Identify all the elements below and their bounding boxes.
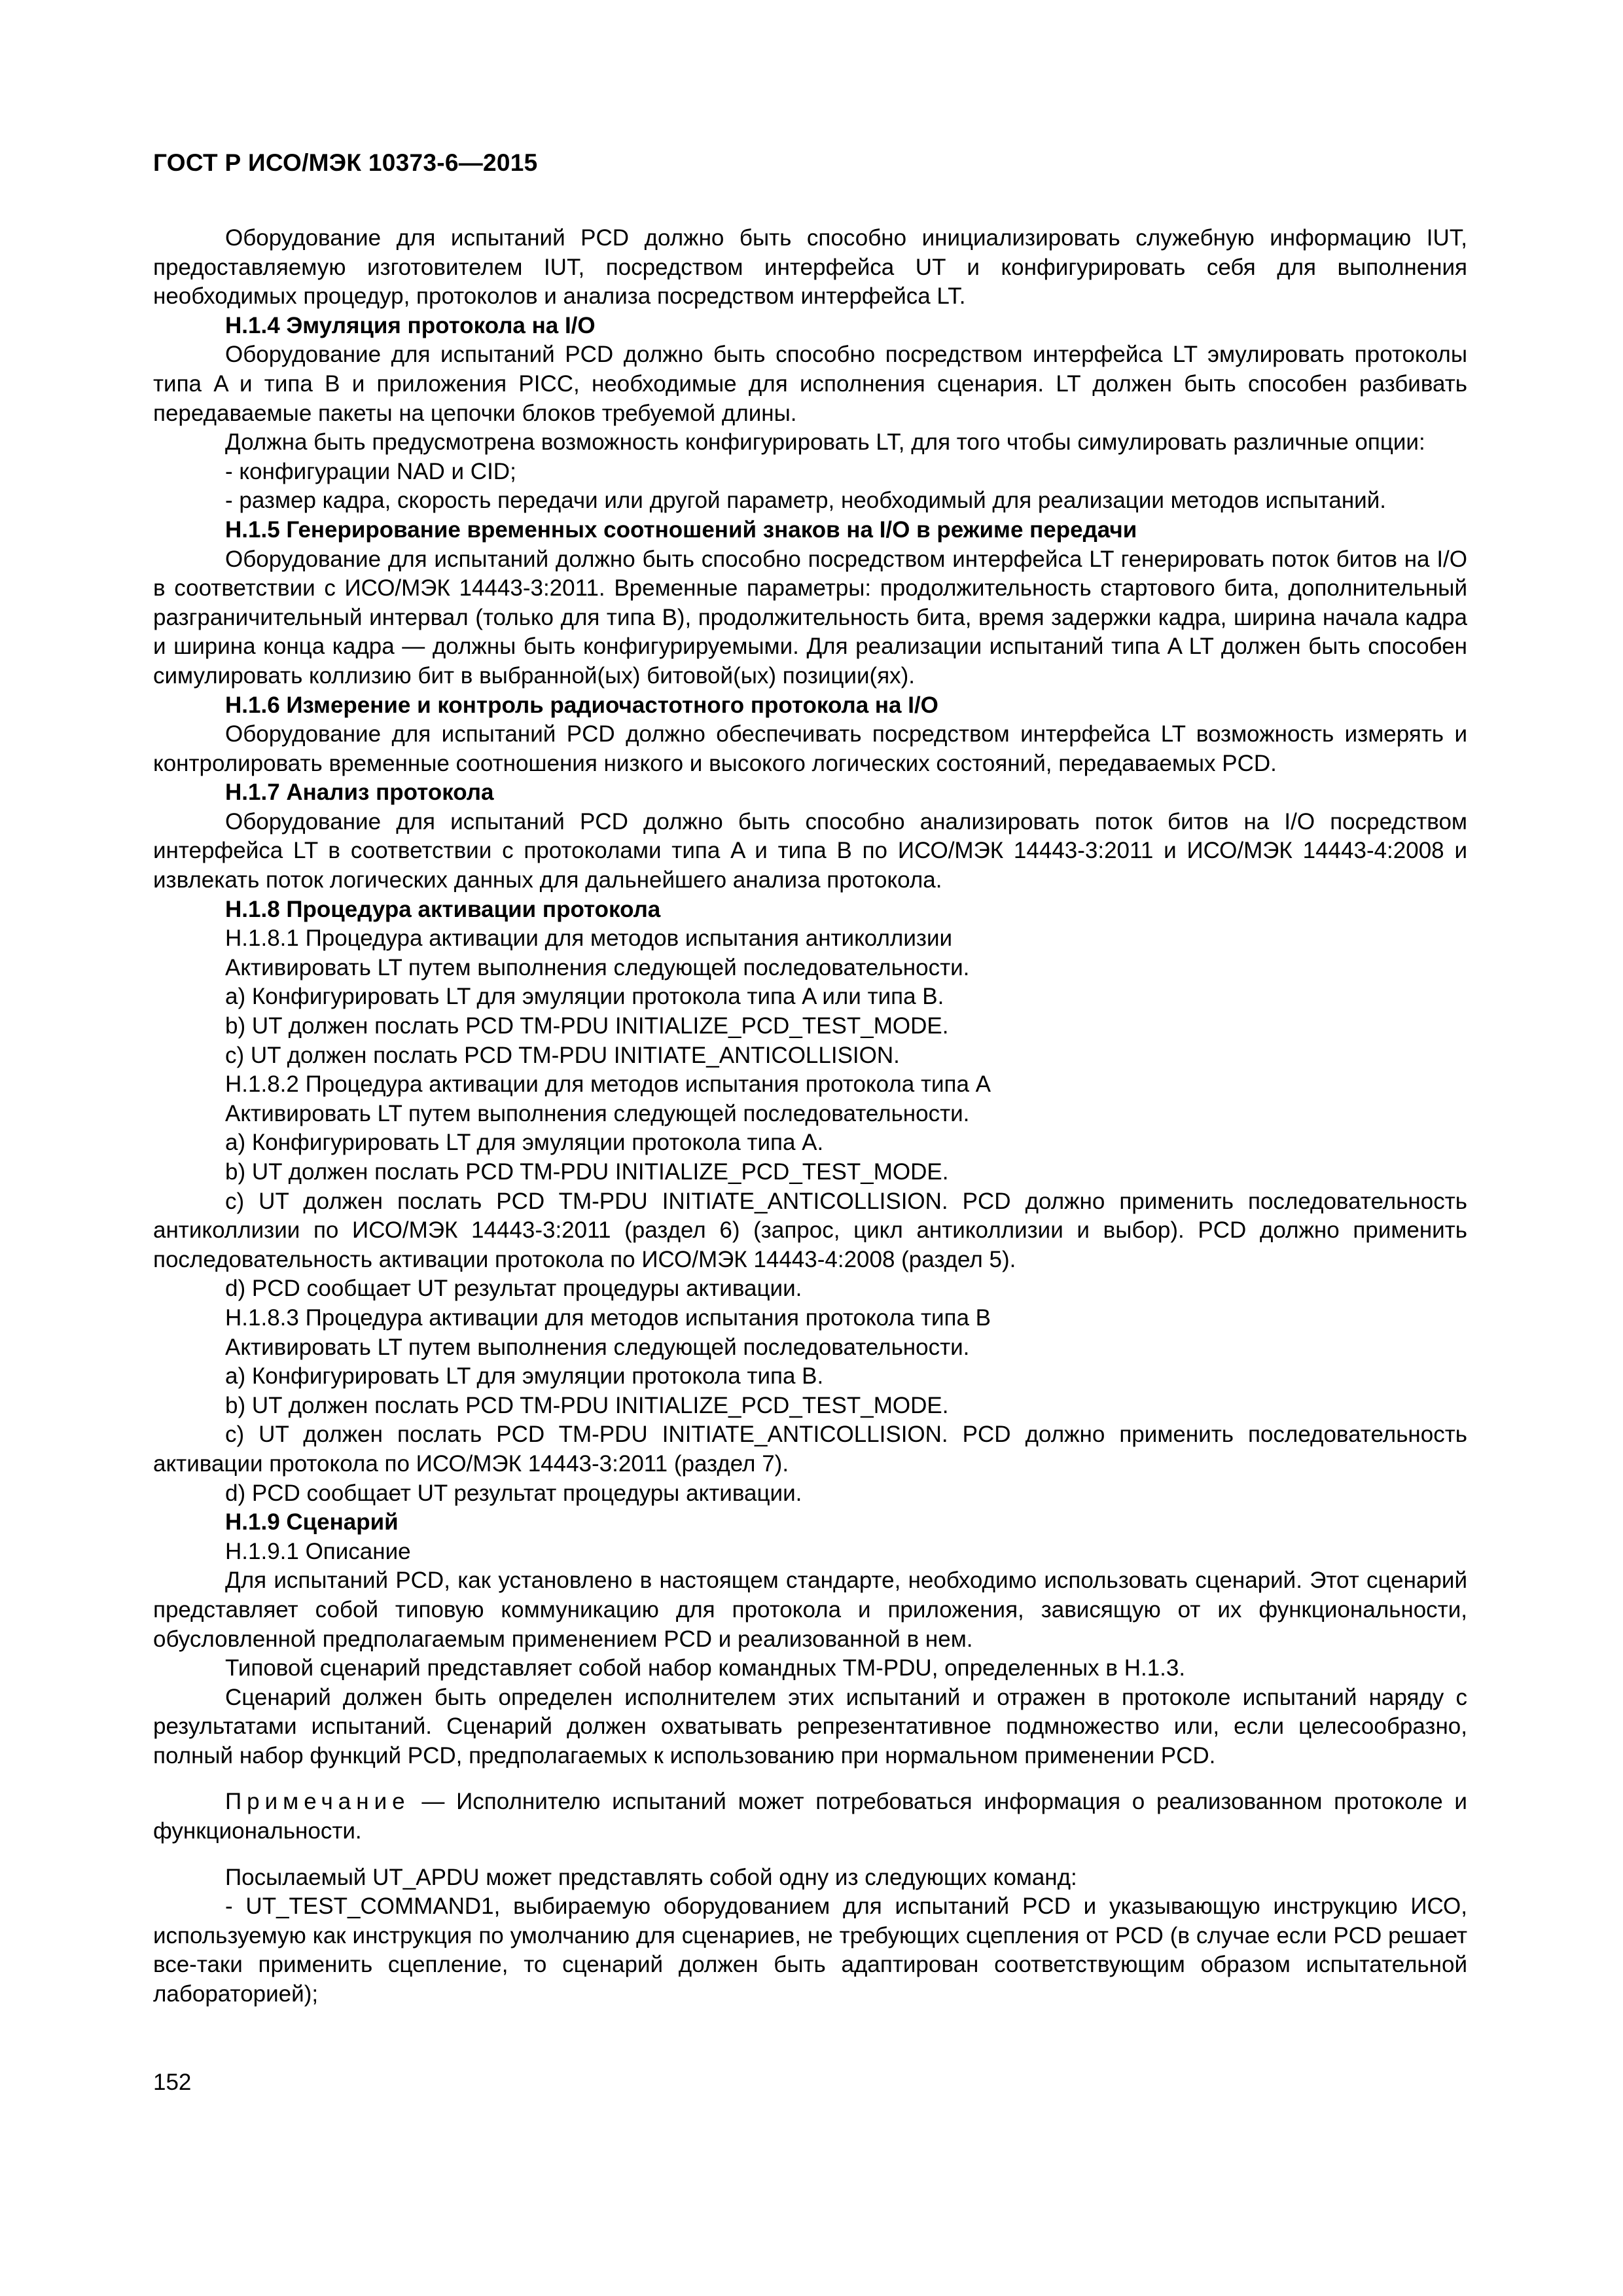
list-item: a) Конфигурировать LT для эмуляции протокола типа B.	[225, 1363, 824, 1390]
paragraph: Посылаемый UT_APDU может представлять собой одну из следующих команд:	[225, 1864, 1077, 1890]
paragraph: Оборудование для испытаний PCD должно быть способно анализировать поток битов на I/O посредством интерфейса LT в соответствии с протоколами типа A и типа B по ИСО/МЭК 14443-3:2011 и ИСО/МЭК 14443-4:2008 и извлекать поток логических данных для дальнейшего анализа протокола.	[153, 808, 1467, 893]
paragraph: Для испытаний PCD, как установлено в настоящем стандарте, необходимо использовать сценарий. Этот сценарий представляет собой типовую коммуникацию для протокола и приложения, зависящую от их функциональности, обусловленной предполагаемым применением PCD и реализованной в нем.	[153, 1568, 1467, 1652]
subsection-heading-h-1-8-3: H.1.8.3 Процедура активации для методов испытания протокола типа B	[225, 1304, 991, 1331]
list-item: b) UT должен послать PCD TM-PDU INITIALIZE_PCD_TEST_MODE.	[225, 1013, 949, 1039]
paragraph: Активировать LT путем выполнения следующей последовательности.	[225, 954, 970, 980]
list-item: b) UT должен послать PCD TM-PDU INITIALIZE_PCD_TEST_MODE.	[225, 1159, 949, 1185]
subsection-heading-h-1-9-1: H.1.9.1 Описание	[225, 1538, 411, 1564]
section-heading-h-1-6: H.1.6 Измерение и контроль радиочастотного протокола на I/O	[225, 692, 938, 718]
section-heading-h-1-5: H.1.5 Генерирование временных соотношений знаков на I/O в режиме передачи	[225, 516, 1137, 543]
section-heading-h-1-7: H.1.7 Анализ протокола	[225, 780, 494, 806]
note-label: Примечание	[225, 1789, 410, 1815]
list-item: c) UT должен послать PCD TM-PDU INITIATE_ANTICOLLISION. PCD должно применить последовательность активации протокола по ИСО/МЭК 14443-3:2011 (раздел 7).	[153, 1422, 1467, 1477]
list-item: a) Конфигурировать LT для эмуляции протокола типа A или типа B.	[225, 984, 944, 1010]
list-item: b) UT должен послать PCD TM-PDU INITIALIZE_PCD_TEST_MODE.	[225, 1392, 949, 1418]
paragraph: Активировать LT путем выполнения следующей последовательности.	[225, 1334, 970, 1360]
list-item: c) UT должен послать PCD TM-PDU INITIATE_ANTICOLLISION. PCD должно применить последовательность антиколлизии по ИСО/МЭК 14443-3:2011 (раздел 6) (запрос, цикл антиколлизии и выбор). PCD должно применить последовательность активации протокола по ИСО/МЭК 14443-4:2008 (раздел 5).	[153, 1188, 1467, 1272]
paragraph: Оборудование для испытаний PCD должно быть способно инициализировать служебную информацию IUT, предоставляемую изготовителем IUT, посредством интерфейса UT и конфигурировать себя для выполнения необходимых процедур, протоколов и анализа посредством интерфейса LT.	[153, 225, 1467, 310]
list-item: - конфигурации NAD и CID;	[225, 458, 516, 484]
list-item: c) UT должен послать PCD TM-PDU INITIATE_ANTICOLLISION.	[225, 1042, 900, 1068]
list-item: - размер кадра, скорость передачи или другой параметр, необходимый для реализации методов испытаний.	[225, 488, 1386, 514]
list-item: d) PCD сообщает UT результат процедуры активации.	[225, 1276, 802, 1302]
paragraph: Сценарий должен быть определен исполнителем этих испытаний и отражен в протоколе испытаний наряду с результатами испытаний. Сценарий должен охватывать репрезентативное подмножество или, если целесообразно, полный набор функций PCD, предполагаемых к использованию при нормальном применении PCD.	[153, 1684, 1467, 1768]
paragraph: Типовой сценарий представляет собой набор командных TM-PDU, определенных в H.1.3.	[225, 1655, 1186, 1681]
paragraph: Активировать LT путем выполнения следующей последовательности.	[225, 1100, 970, 1126]
paragraph: Оборудование для испытаний PCD должно обеспечивать посредством интерфейса LT возможность измерять и контролировать временные соотношения низкого и высокого логических состояний, передаваемых PCD.	[153, 721, 1467, 776]
note	[153, 1787, 1467, 1846]
paragraph: Оборудование для испытаний должно быть способно посредством интерфейса LT генерировать поток битов на I/O в соответствии с ИСО/МЭК 14443-3:2011. Временные параметры: продолжительность стартового бита, дополнительный разграничительный интервал (только для типа B), продолжительность бита, время задержки кадра, ширина начала кадра и ширина конца кадра — должны быть конфигурируемыми. Для реализации испытаний типа A LT должен быть способен симулировать коллизию бит в выбранной(ых) битовой(ых) позиции(ях).	[153, 546, 1467, 689]
note-text: — Исполнителю испытаний может потребоваться информация о реализованном протоколе и функциональности.	[153, 1789, 1467, 1844]
section-heading-h-1-4: H.1.4 Эмуляция протокола на I/O	[225, 312, 596, 338]
section-heading-h-1-9: H.1.9 Сценарий	[225, 1509, 399, 1535]
list-item: - UT_TEST_COMMAND1, выбираемую оборудованием для испытаний PCD и указывающую инструкцию ИСО, используемую как инструкция по умолчанию для сценариев, не требующих сцепления от PCD (в случае если PCD решает все-таки применить сцепление, то сценарий должен быть адаптирован соответствующим образом испытательной лабораторией);	[153, 1893, 1467, 2007]
list-item: d) PCD сообщает UT результат процедуры активации.	[225, 1480, 802, 1506]
document-body	[153, 224, 1467, 2009]
list-item: a) Конфигурировать LT для эмуляции протокола типа A.	[225, 1130, 824, 1156]
subsection-heading-h-1-8-1: H.1.8.1 Процедура активации для методов испытания антиколлизии	[225, 925, 953, 952]
section-heading-h-1-8: H.1.8 Процедура активации протокола	[225, 896, 661, 922]
paragraph: Должна быть предусмотрена возможность конфигурировать LT, для того чтобы симулировать различные опции:	[225, 429, 1425, 456]
page-number: 152	[153, 2070, 192, 2095]
subsection-heading-h-1-8-2: H.1.8.2 Процедура активации для методов испытания протокола типа A	[225, 1071, 991, 1098]
paragraph: Оборудование для испытаний PCD должно быть способно посредством интерфейса LT эмулировать протоколы типа A и типа B и приложения PICC, необходимые для исполнения сценария. LT должен быть способен разбивать передаваемые пакеты на цепочки блоков требуемой длины.	[153, 342, 1467, 426]
document-header: ГОСТ Р ИСО/МЭК 10373-6—2015	[153, 149, 538, 176]
